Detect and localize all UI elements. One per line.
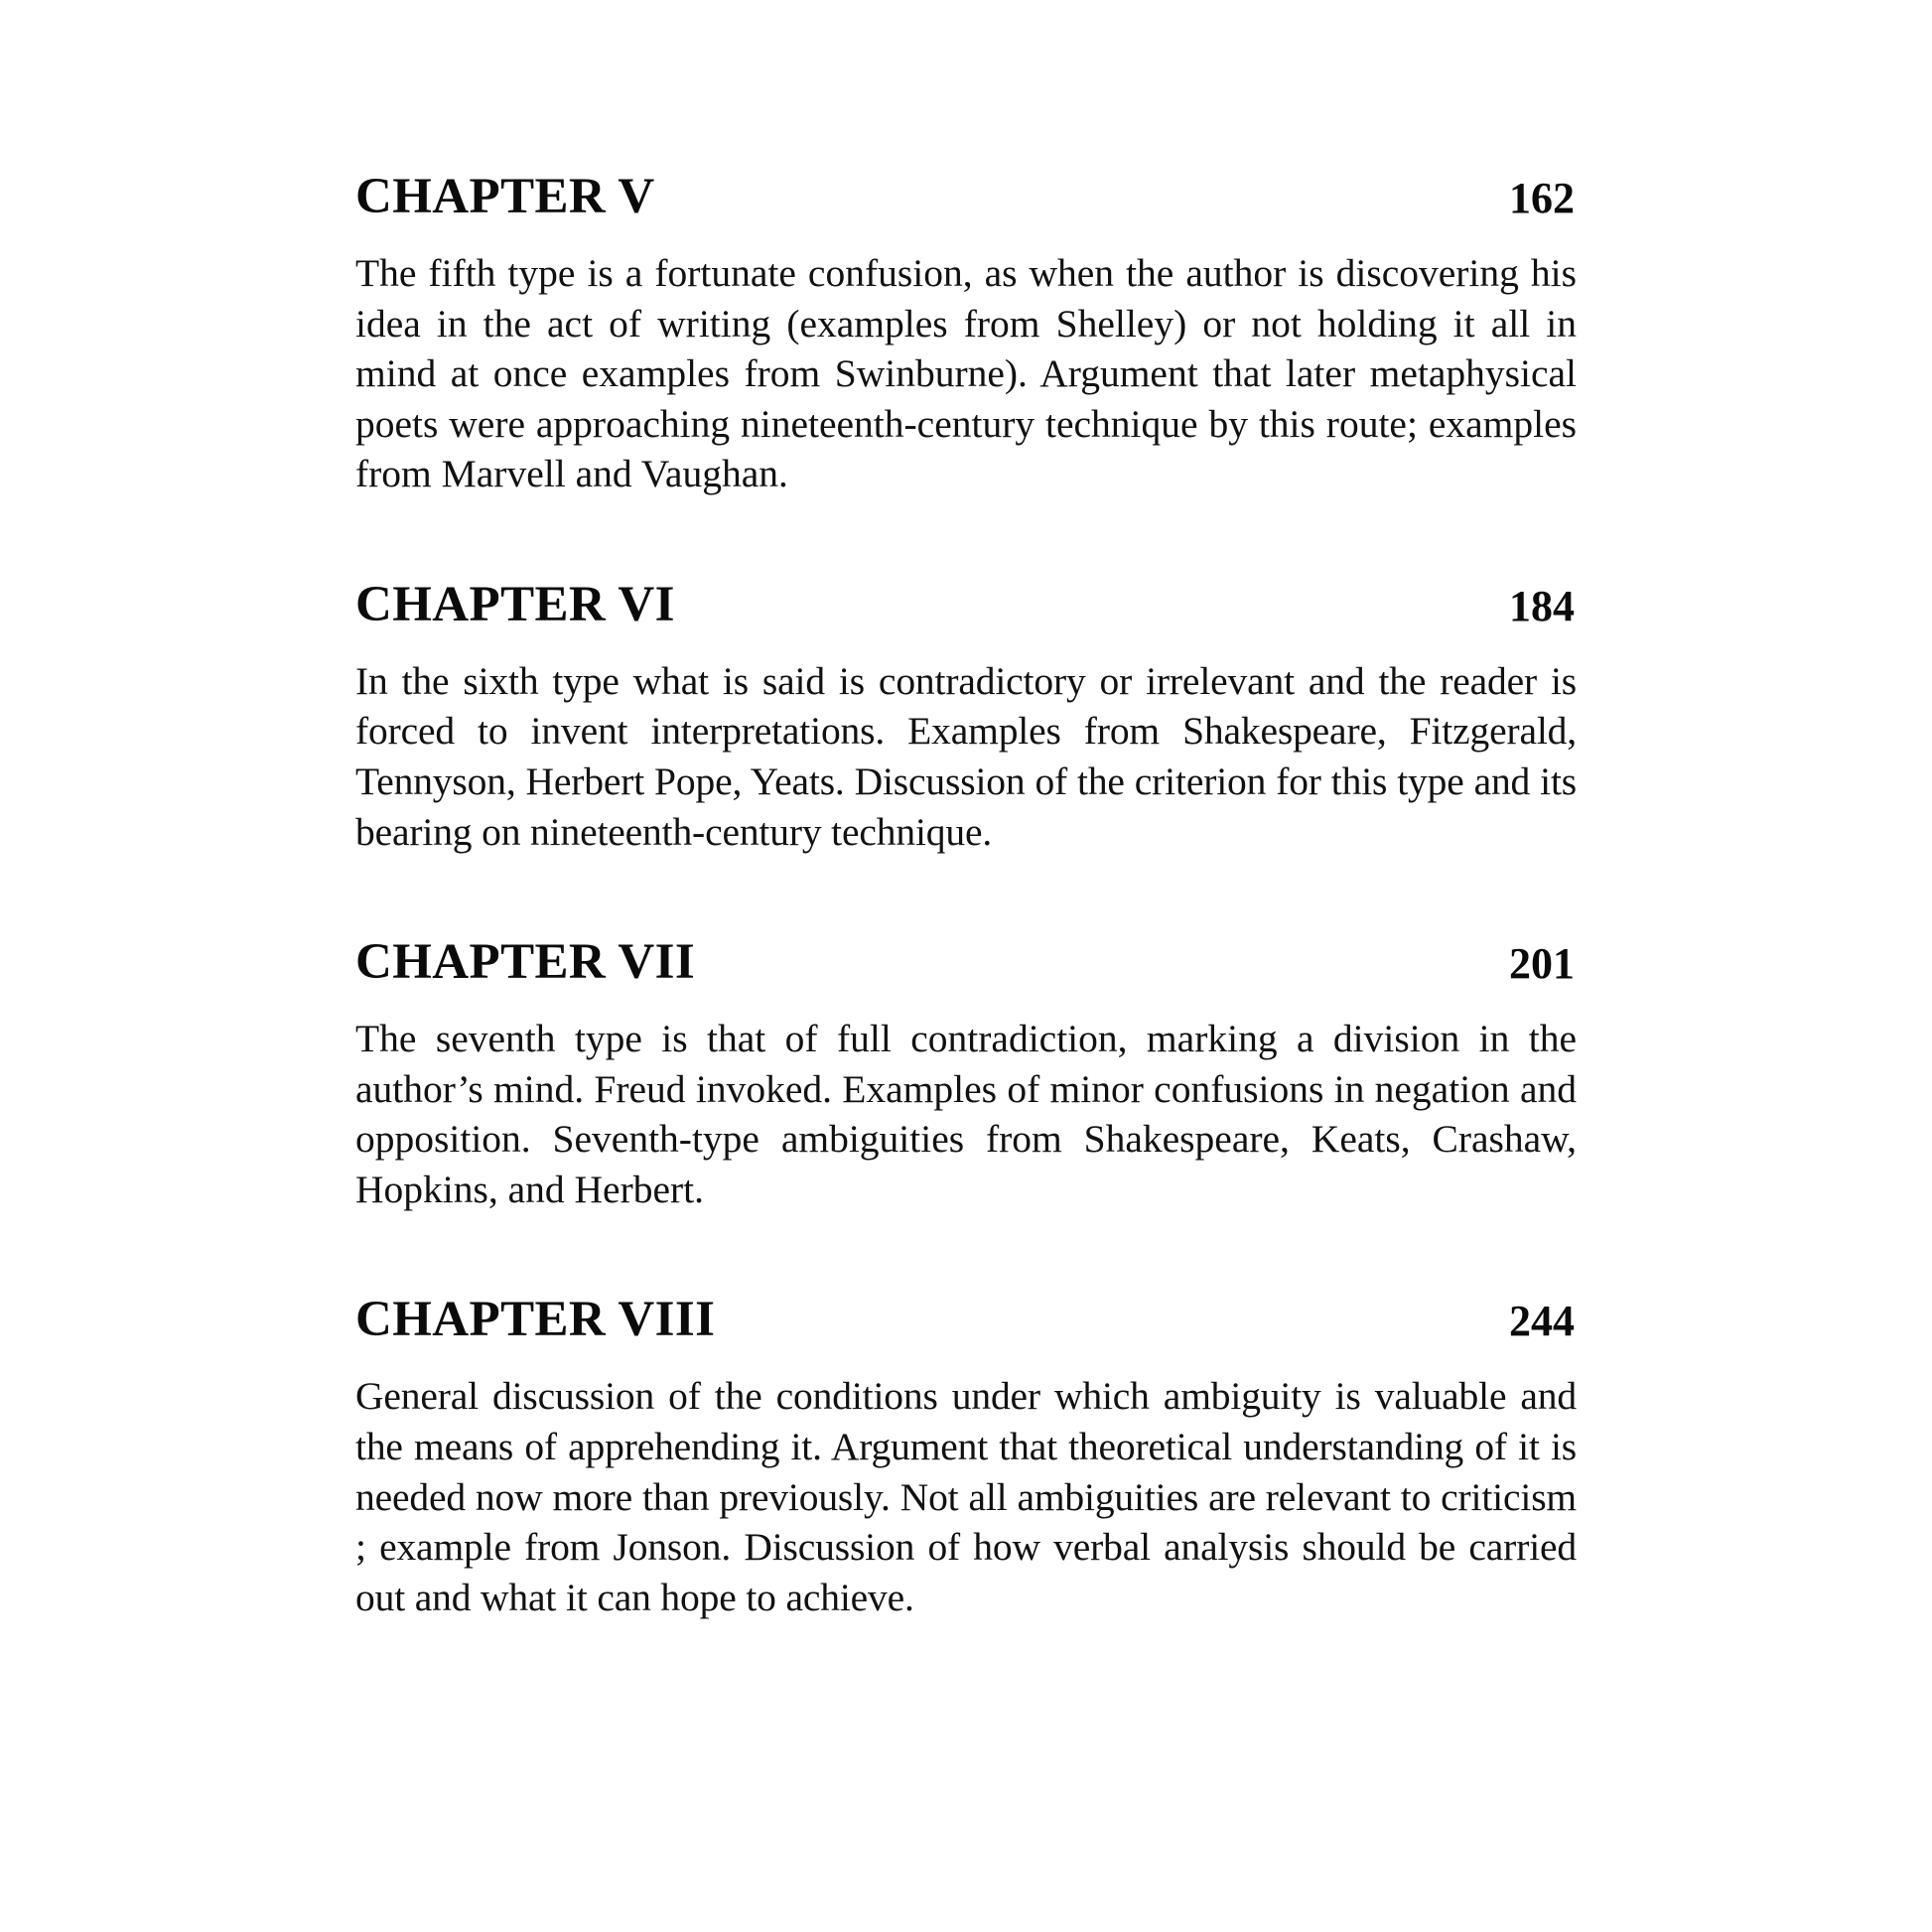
chapter-title: CHAPTER VIII (355, 1292, 716, 1348)
chapter-title: CHAPTER V (355, 169, 655, 224)
chapter-description: General discussion of the conditions under which ambiguity is valuable and the means of apprehending it. Argument that theoretical understanding of it is needed now more than previously. Not all ambiguities are relevant to criticism ; example from Jonson. Discussion of how verbal analysis should be carried out and what it can hope to achieve. (355, 1374, 1577, 1619)
chapter-page-number: 201 (1509, 939, 1575, 989)
chapter-page-number: 162 (1509, 174, 1575, 222)
chapter-title: CHAPTER VII (355, 934, 696, 991)
toc-entry (355, 934, 1577, 1214)
toc-entry-header (355, 934, 1577, 990)
toc-entry-header (355, 577, 1577, 632)
toc-entry (355, 169, 1577, 499)
chapter-description: The fifth type is a fortunate confusion, as when the author is discovering his idea in the act of writing (examples from Shelley) or not holding it all in mind at once examples from Swinburne). Argument that later metaphysical poets were approaching nineteenth-century technique by this route; examples from Marvell and Vaughan. (355, 251, 1577, 496)
chapter-page-number: 244 (1509, 1297, 1575, 1346)
toc-entry (355, 1292, 1577, 1622)
chapter-description: The seventh type is that of full contradiction, marking a division in the author’s mind. Freud invoked. Examples of minor confusions in negation and opposition. Seventh-type ambiguities from Shakespeare, Keats, Crashaw, Hopkins, and Herbert. (355, 1017, 1577, 1211)
toc-entry-list (355, 169, 1577, 1622)
toc-entry-header (355, 169, 1577, 224)
toc-entry-header (355, 1292, 1577, 1347)
chapter-page-number: 184 (1509, 581, 1575, 630)
chapter-title: CHAPTER VI (355, 576, 675, 632)
toc-entry (355, 577, 1577, 857)
chapter-description: In the sixth type what is said is contradictory or irrelevant and the reader is forced to invent interpretations. Examples from Shakespeare, Fitzgerald, Tennyson, Herbert Pope, Yeats. Discussion of the criterion for this type and its bearing on nineteenth-century technique. (355, 658, 1577, 854)
